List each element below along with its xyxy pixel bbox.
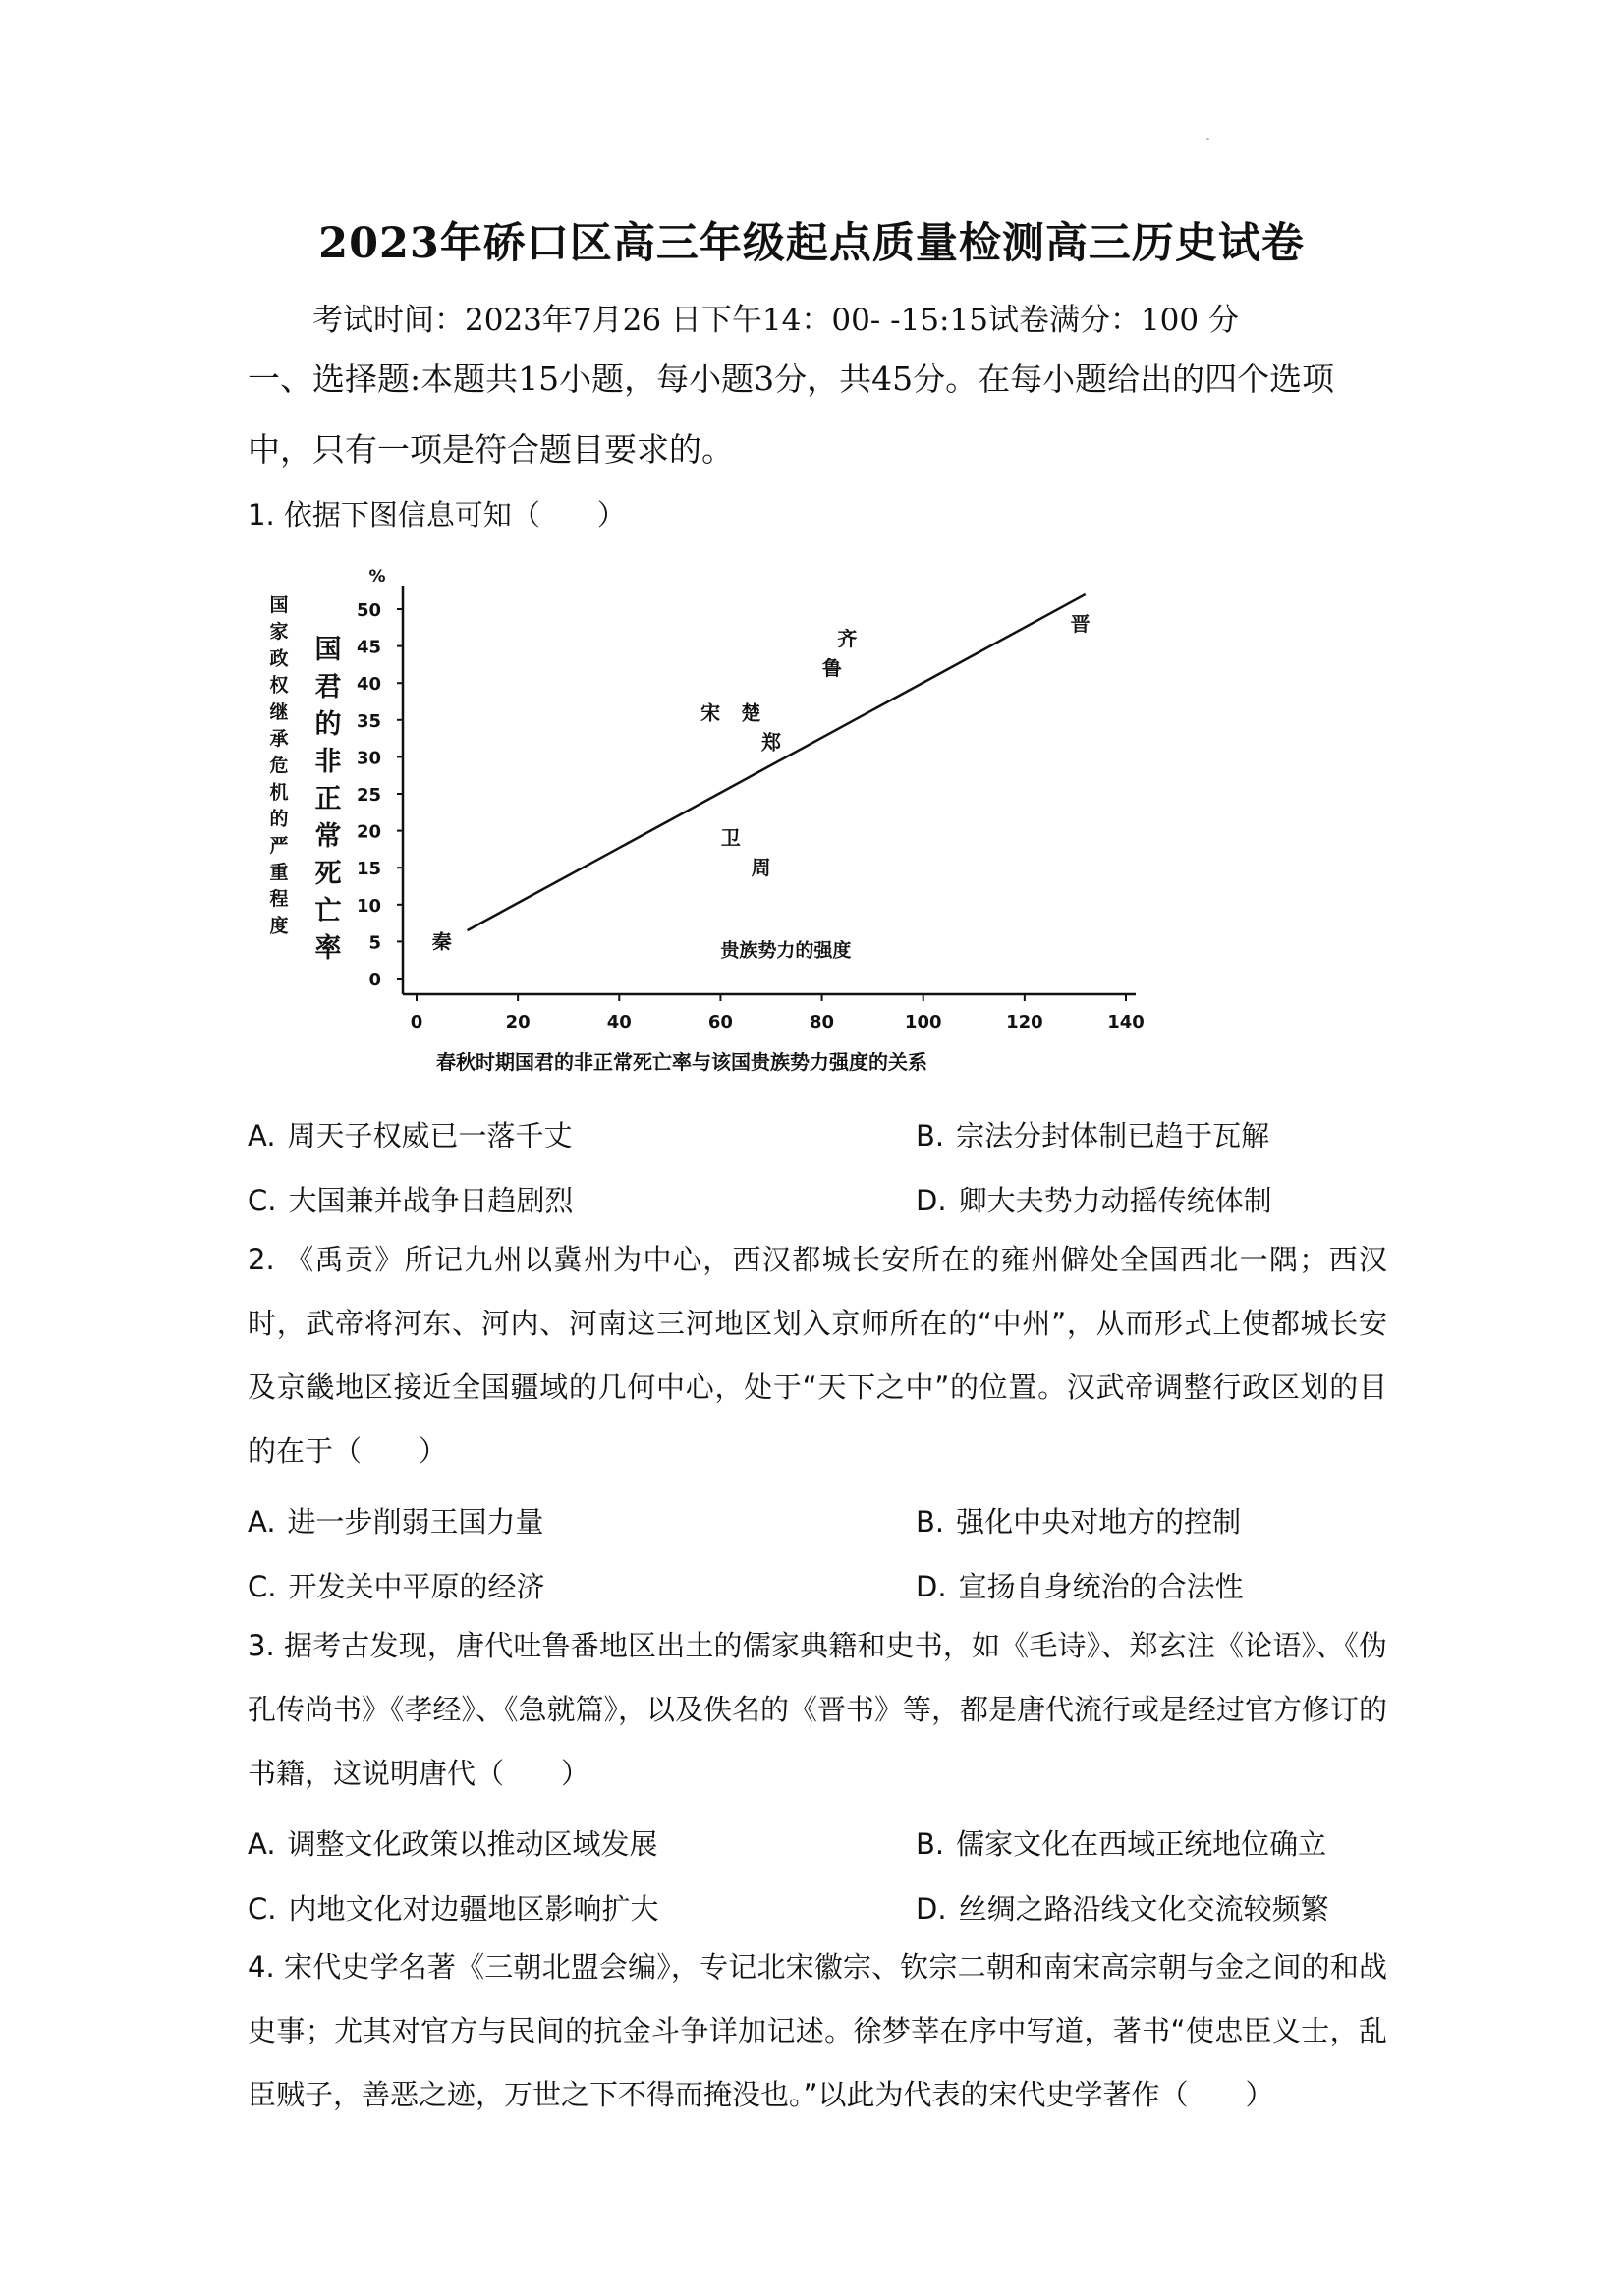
option-text: 开发关中平原的经济 <box>288 1570 545 1603</box>
y-outer-label-char: 程 <box>269 888 289 911</box>
data-point-秦: 秦 <box>431 929 452 954</box>
exam-title: 2023年硚口区高三年级起点质量检测高三历史试卷 <box>318 219 1305 268</box>
y-inner-label-char: 死 <box>314 859 342 889</box>
option-text: 调整文化政策以推动区域发展 <box>287 1827 658 1861</box>
question-1-option-c[interactable] <box>248 1179 573 1219</box>
y-outer-label-char: 家 <box>269 621 289 644</box>
question-3-option-d[interactable] <box>916 1887 1329 1928</box>
x-tick-label: 100 <box>904 1012 942 1033</box>
y-outer-label-char: 承 <box>269 728 289 750</box>
trend-line <box>468 594 1086 930</box>
y-tick-label: 30 <box>356 748 381 769</box>
option-label: B. <box>916 1827 945 1861</box>
data-point-郑: 郑 <box>761 730 781 755</box>
x-tick-label: 0 <box>410 1012 423 1033</box>
y-outer-label-char: 机 <box>269 781 289 804</box>
option-label: B. <box>916 1119 945 1152</box>
option-text: 丝绸之路沿线文化交流较频繁 <box>958 1892 1329 1926</box>
y-tick-label: 25 <box>356 785 381 806</box>
option-text: 宗法分封体制已趋于瓦解 <box>956 1119 1270 1152</box>
option-text: 进一步削弱王国力量 <box>287 1505 544 1539</box>
y-tick-label: 45 <box>356 637 381 658</box>
question-2-option-b[interactable] <box>916 1500 1241 1540</box>
y-inner-label-char: 常 <box>314 821 342 852</box>
x-tick-label: 80 <box>810 1012 835 1033</box>
y-tick-label: 5 <box>368 932 381 954</box>
question-1-option-b[interactable] <box>916 1114 1269 1154</box>
x-tick-label: 40 <box>606 1012 632 1033</box>
data-point-鲁: 鲁 <box>821 656 842 681</box>
y-tick-label: 40 <box>356 674 381 696</box>
option-label: C. <box>248 1570 277 1603</box>
y-unit-label: % <box>368 567 386 587</box>
data-point-齐: 齐 <box>837 627 858 651</box>
question-3-option-a[interactable] <box>248 1822 658 1863</box>
y-outer-label-char: 危 <box>269 755 289 777</box>
option-label: B. <box>916 1505 945 1539</box>
option-label: D. <box>916 1570 947 1603</box>
x-tick-label: 140 <box>1107 1012 1145 1033</box>
y-tick-label: 15 <box>356 859 381 880</box>
option-label: A. <box>248 1827 276 1861</box>
x-axis-label: 贵族势力的强度 <box>720 939 852 962</box>
question-3-option-c[interactable] <box>248 1887 658 1928</box>
scan-speck <box>1206 138 1209 140</box>
option-label: D. <box>916 1184 947 1217</box>
y-tick-label: 10 <box>356 895 381 917</box>
data-point-晋: 晋 <box>1070 612 1091 637</box>
y-tick-label: 50 <box>356 600 381 621</box>
y-outer-label-char: 权 <box>269 674 289 697</box>
y-outer-label-char: 度 <box>269 915 289 937</box>
y-inner-label-char: 率 <box>314 933 342 964</box>
y-inner-label-char: 国 <box>314 635 342 665</box>
exam-info: 考试时间：2023年7月26 日下午14：00- -15:15试卷满分：100 分 <box>312 303 1239 338</box>
question-2-option-a[interactable] <box>248 1500 544 1540</box>
option-label: C. <box>248 1184 277 1217</box>
y-outer-label-char: 的 <box>269 808 289 830</box>
option-text: 卿大夫势力动摇传统体制 <box>958 1184 1272 1217</box>
y-tick-label: 35 <box>356 710 381 732</box>
question-4-stem: 4. 宋代史学名著《三朝北盟会编》，专记北宋徽宗、钦宗二朝和南宋高宗朝与金之间的和战史事；尤其对官方与民间的抗金斗争详加记述。徐梦莘在序中写道，著书“使忠臣义士，乱臣贼子，善恶之迹，万世之下不得而掩没也。”以此为代表的宋代史学著作（ ） <box>248 1950 1387 2111</box>
question-2-option-d[interactable] <box>916 1565 1244 1605</box>
y-inner-label-char: 的 <box>314 709 342 740</box>
option-text: 内地文化对边疆地区影响扩大 <box>288 1892 659 1926</box>
data-point-卫: 卫 <box>720 826 741 851</box>
option-text: 强化中央对地方的控制 <box>956 1505 1242 1539</box>
option-text: 大国兼并战争日趋剧烈 <box>288 1184 574 1217</box>
option-text: 周天子权威已一落千丈 <box>287 1119 573 1152</box>
option-label: C. <box>248 1892 277 1926</box>
option-text: 宣扬自身统治的合法性 <box>958 1570 1244 1603</box>
question-3-option-b[interactable] <box>916 1822 1326 1863</box>
y-inner-label-char: 正 <box>314 784 342 814</box>
section-header: 一、选择题:本题共15小题，每小题3分，共45分。在每小题给出的四个选项中，只有一项是符合题目要求的。 <box>248 360 1335 469</box>
y-inner-label-char: 非 <box>314 747 342 777</box>
y-outer-label-char: 严 <box>269 834 289 857</box>
scatter-chart <box>248 560 1161 1081</box>
question-1-stem: 1. 依据下图信息可知（ ） <box>248 498 626 532</box>
y-inner-label-char: 君 <box>314 672 342 702</box>
y-outer-label-char: 国 <box>269 594 289 616</box>
y-outer-label-char: 重 <box>269 862 289 883</box>
y-tick-label: 0 <box>368 970 381 990</box>
y-inner-label-char: 亡 <box>314 896 342 926</box>
option-text: 儒家文化在西域正统地位确立 <box>956 1827 1327 1861</box>
chart-title: 春秋时期国君的非正常死亡率与该国贵族势力强度的关系 <box>436 1050 927 1074</box>
data-point-宋: 宋 <box>700 700 721 725</box>
x-tick-label: 20 <box>505 1012 531 1033</box>
y-outer-label-char: 政 <box>269 647 289 670</box>
option-label: A. <box>248 1505 276 1539</box>
question-1-option-a[interactable] <box>248 1114 573 1154</box>
option-label: A. <box>248 1119 276 1152</box>
question-1-option-d[interactable] <box>916 1179 1272 1219</box>
question-3-stem: 3. 据考古发现，唐代吐鲁番地区出土的儒家典籍和史书，如《毛诗》、郑玄注《论语》、《伪孔传尚书》《孝经》、《急就篇》，以及佚名的《晋书》等，都是唐代流行或是经过官方修订的书籍，这说明唐代（ ） <box>248 1629 1388 1790</box>
question-2-option-c[interactable] <box>248 1565 544 1605</box>
data-point-周: 周 <box>751 856 771 880</box>
x-tick-label: 120 <box>1006 1012 1043 1033</box>
y-outer-label-char: 继 <box>269 700 289 723</box>
data-point-楚: 楚 <box>741 700 761 725</box>
y-tick-label: 20 <box>356 821 381 843</box>
x-tick-label: 60 <box>707 1012 733 1033</box>
option-label: D. <box>916 1892 947 1926</box>
question-2-stem: 2. 《禹贡》所记九州以冀州为中心，西汉都城长安所在的雍州僻处全国西北一隅；西汉时，武帝将河东、河内、河南这三河地区划入京师所在的“中州”，从而形式上使都城长安及京畿地区接近全国疆域的几何中心，处于“天下之中”的位置。汉武帝调整行政区划的目的在于（ ） <box>248 1243 1387 1468</box>
